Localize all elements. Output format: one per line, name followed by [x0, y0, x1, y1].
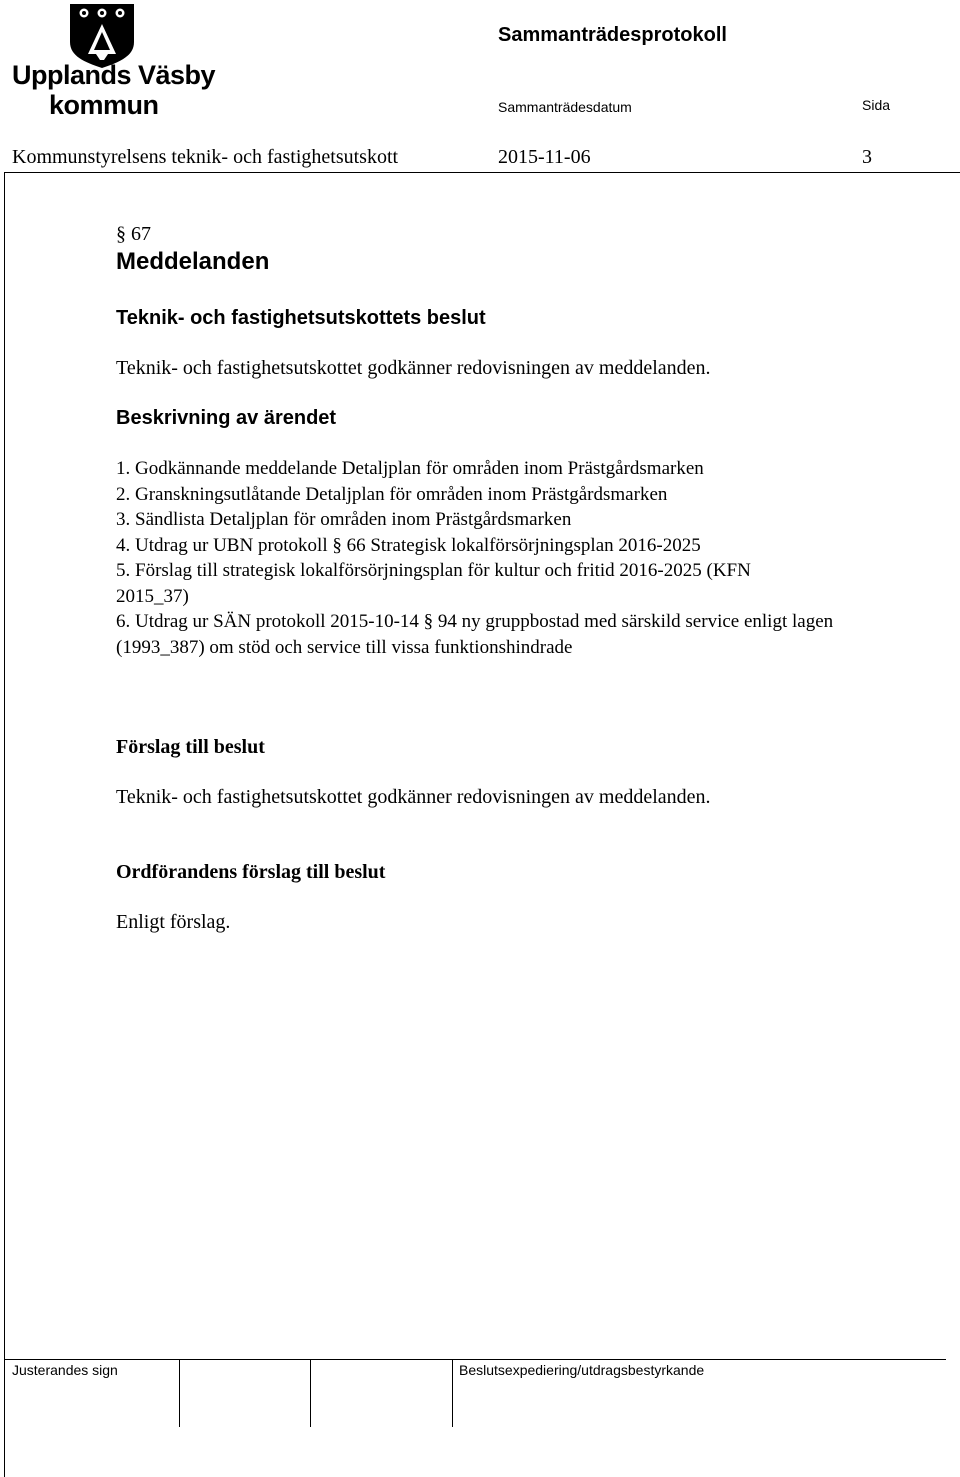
- meeting-date-label: Sammanträdesdatum: [498, 99, 632, 115]
- sign-box-divider: [179, 1359, 180, 1427]
- dispatch-label: Beslutsexpediering/utdragsbestyrkande: [459, 1362, 705, 1378]
- decision-text: Teknik- och fastighetsutskottet godkänner redovisningen av meddelanden.: [116, 357, 711, 379]
- logo-wordmark-line-1: Upplands Väsby: [12, 60, 216, 90]
- section-number: § 67: [116, 223, 151, 245]
- proposal-heading: Förslag till beslut: [116, 736, 265, 758]
- page-label: Sida: [862, 97, 891, 113]
- left-margin-rule: [4, 172, 5, 1477]
- description-heading: Beskrivning av ärendet: [116, 407, 337, 429]
- list-item: 2. Granskningsutlåtande Detaljplan för områden inom Prästgårdsmarken: [116, 483, 668, 505]
- list-item: 4. Utdrag ur UBN protokoll § 66 Strategisk lokalförsörjningsplan 2016-2025: [116, 534, 701, 556]
- list-item: 5. Förslag till strategisk lokalförsörjningsplan för kultur och fritid 2016-2025 (KFN 2015_37): [116, 560, 751, 607]
- protocol-section: [116, 222, 916, 935]
- footer-divider: [4, 1359, 946, 1360]
- committee-name: Kommunstyrelsens teknik- och fastighetsutskott: [12, 146, 399, 168]
- chair-proposal-heading: Ordförandens förslag till beslut: [116, 861, 386, 883]
- list-item: 3. Sändlista Detaljplan för områden inom Prästgårdsmarken: [116, 509, 572, 530]
- document-type: Sammanträdesprotokoll: [498, 24, 727, 46]
- section-title: Meddelanden: [116, 248, 270, 275]
- sign-label: Justerandes sign: [12, 1362, 118, 1378]
- logo-wordmark-line-2: kommun: [49, 90, 159, 120]
- list-item: 1. Godkännande meddelande Detaljplan för områden inom Prästgårdsmarken: [116, 458, 704, 479]
- sign-box-divider: [310, 1359, 311, 1427]
- meeting-date: 2015-11-06: [498, 146, 591, 168]
- proposal-text: Teknik- och fastighetsutskottet godkänner redovisningen av meddelanden.: [116, 786, 711, 808]
- list-item: 6. Utdrag ur SÄN protokoll 2015-10-14 § 94 ny gruppbostad med särskild service enligt lagen (1993_387) om stöd och service till vissa funktionshindrade: [116, 611, 834, 658]
- attachment-list: [116, 456, 916, 660]
- decision-heading: Teknik- och fastighetsutskottets beslut: [116, 307, 486, 329]
- header-divider: [4, 172, 960, 173]
- page-number: 3: [862, 146, 872, 168]
- chair-proposal-text: Enligt förslag.: [116, 911, 231, 933]
- sign-box-divider: [452, 1359, 453, 1427]
